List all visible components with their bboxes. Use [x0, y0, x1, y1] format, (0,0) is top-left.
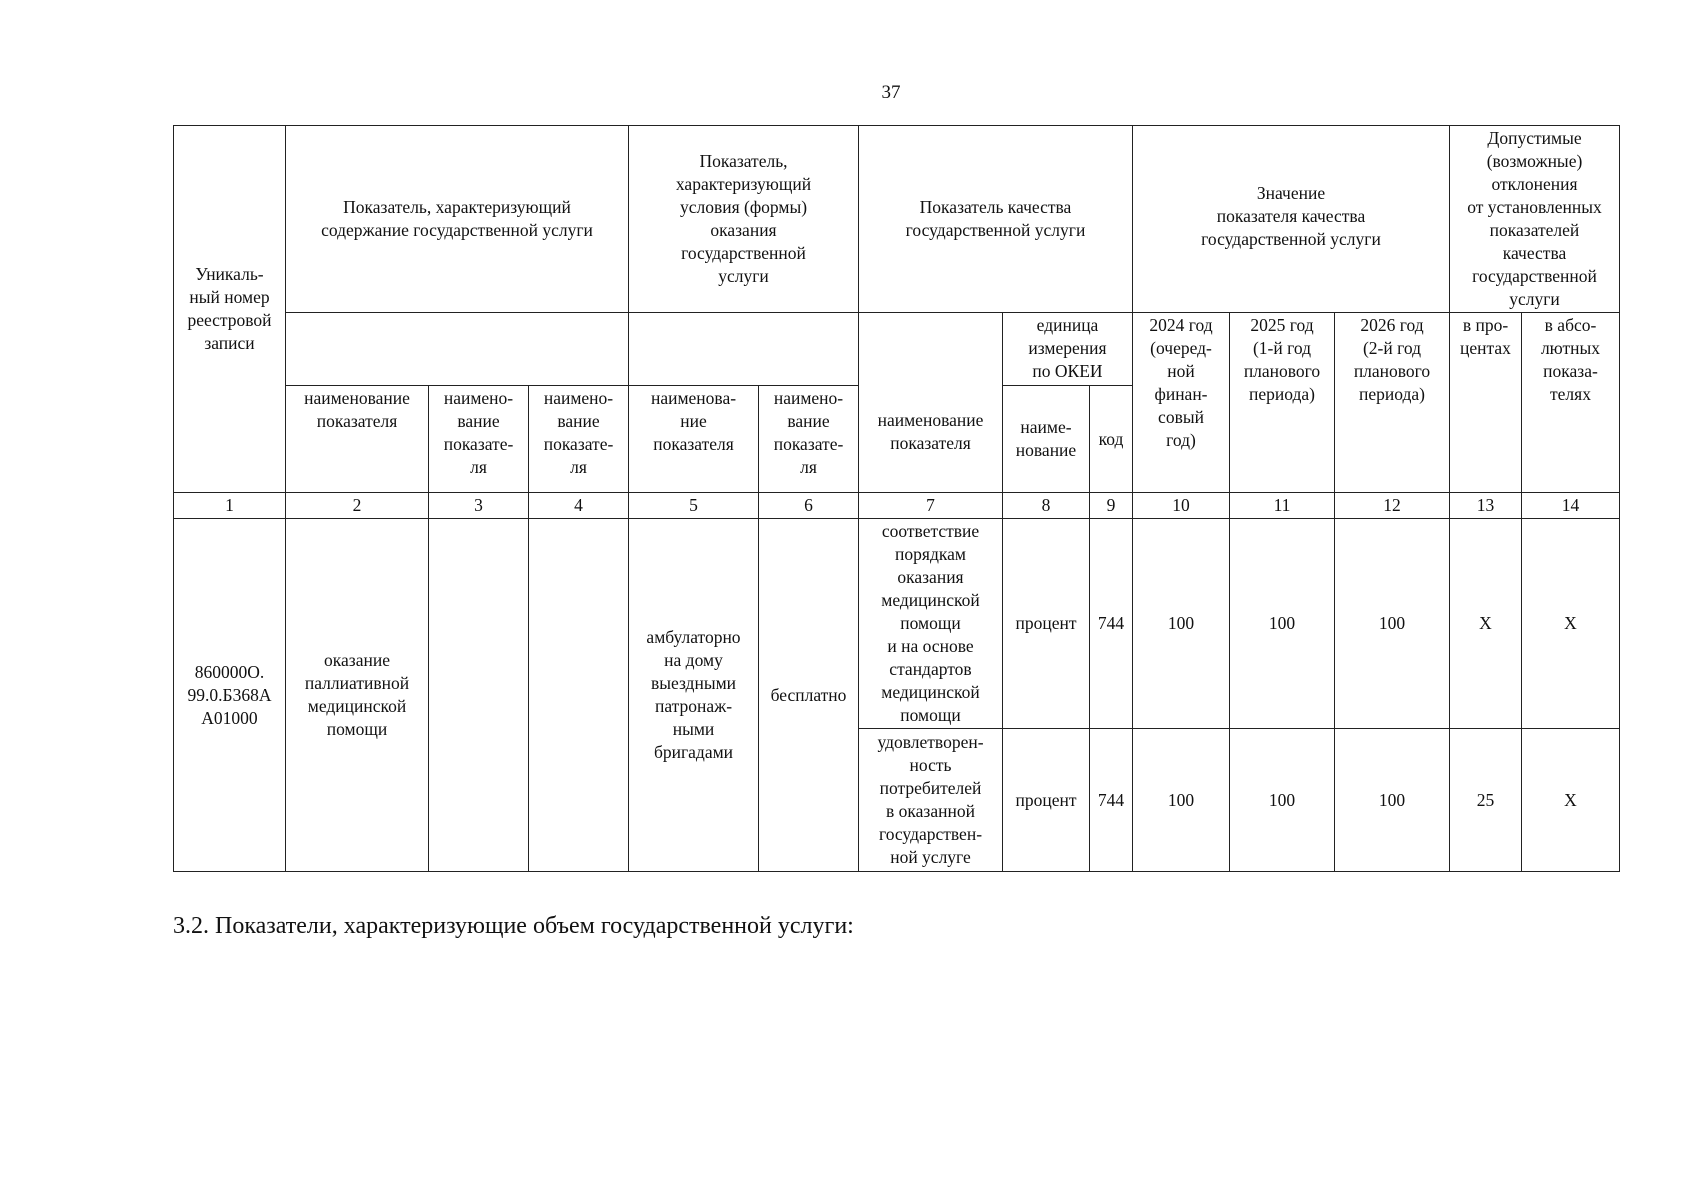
column-number: 4 — [529, 493, 629, 519]
table-row — [174, 519, 1620, 729]
quality-indicators-table — [173, 125, 1620, 872]
conditions-group-spacer — [629, 313, 859, 386]
record-content-4 — [529, 519, 629, 872]
value-2025: 100 — [1230, 519, 1335, 729]
header-condition-name-1: наименова- ние показателя — [629, 386, 759, 493]
indicator-code: 744 — [1090, 519, 1133, 729]
header-content-name-1: наименование показателя — [286, 386, 429, 493]
deviation-absolute: Х — [1522, 729, 1620, 872]
header-quality-group: Показатель качества государственной услуги — [859, 126, 1133, 313]
header-content-name-2: наимено- вание показате- ля — [429, 386, 529, 493]
indicator-unit: процент — [1003, 729, 1090, 872]
column-number: 7 — [859, 493, 1003, 519]
header-unit-code: код — [1090, 386, 1133, 493]
column-number: 6 — [759, 493, 859, 519]
record-content-3 — [429, 519, 529, 872]
record-unique-number: 860000О. 99.0.Б368А А01000 — [174, 519, 286, 872]
header-unit-group: единица измерения по ОКЕИ — [1003, 313, 1133, 386]
column-number: 11 — [1230, 493, 1335, 519]
column-number: 5 — [629, 493, 759, 519]
indicator-unit: процент — [1003, 519, 1090, 729]
header-year-2025: 2025 год (1-й год планового периода) — [1230, 313, 1335, 493]
deviation-percent: 25 — [1450, 729, 1522, 872]
header-content-group: Показатель, характеризующий содержание государственной услуги — [286, 126, 629, 313]
column-number: 10 — [1133, 493, 1230, 519]
header-value-group: Значение показателя качества государственной услуги — [1133, 126, 1450, 313]
indicator-code: 744 — [1090, 729, 1133, 872]
value-2024: 100 — [1133, 729, 1230, 872]
column-numbers-row — [174, 493, 1620, 519]
column-number: 1 — [174, 493, 286, 519]
page-number: 37 — [881, 82, 901, 103]
header-indicator-name: наименование показателя — [859, 313, 1003, 493]
record-content-name: оказание паллиативной медицинской помощи — [286, 519, 429, 872]
record-condition-payment: бесплатно — [759, 519, 859, 872]
header-deviation-group: Допустимые (возможные) отклонения от установленных показателей качества государственной услуги — [1450, 126, 1620, 313]
column-number: 3 — [429, 493, 529, 519]
header-condition-name-2: наимено- вание показате- ля — [759, 386, 859, 493]
deviation-absolute: Х — [1522, 519, 1620, 729]
header-unit-name: наиме- нование — [1003, 386, 1090, 493]
indicator-name: соответствие порядкам оказания медицинской помощи и на основе стандартов медицинской помощи — [859, 519, 1003, 729]
column-number: 14 — [1522, 493, 1620, 519]
column-number: 13 — [1450, 493, 1522, 519]
column-number: 8 — [1003, 493, 1090, 519]
header-conditions-group: Показатель, характеризующий условия (формы) оказания государственной услуги — [629, 126, 859, 313]
value-2026: 100 — [1335, 729, 1450, 872]
indicator-name: удовлетворен- ность потребителей в оказанной государствен- ной услуге — [859, 729, 1003, 872]
value-2024: 100 — [1133, 519, 1230, 729]
record-condition-name: амбулаторно на дому выездными патронаж- ными бригадами — [629, 519, 759, 872]
column-number: 12 — [1335, 493, 1450, 519]
value-2025: 100 — [1230, 729, 1335, 872]
header-year-2026: 2026 год (2-й год планового периода) — [1335, 313, 1450, 493]
header-year-2024: 2024 год (очеред- ной финан- совый год) — [1133, 313, 1230, 493]
content-group-spacer — [286, 313, 629, 386]
deviation-percent: Х — [1450, 519, 1522, 729]
section-heading: 3.2. Показатели, характеризующие объем государственной услуги: — [173, 913, 854, 939]
header-deviation-absolute: в абсо- лютных показа- телях — [1522, 313, 1620, 493]
column-number: 9 — [1090, 493, 1133, 519]
header-deviation-percent: в про- центах — [1450, 313, 1522, 493]
header-content-name-3: наимено- вание показате- ля — [529, 386, 629, 493]
column-number: 2 — [286, 493, 429, 519]
value-2026: 100 — [1335, 519, 1450, 729]
header-unique-number: Уникаль- ный номер реестровой записи — [174, 126, 286, 493]
